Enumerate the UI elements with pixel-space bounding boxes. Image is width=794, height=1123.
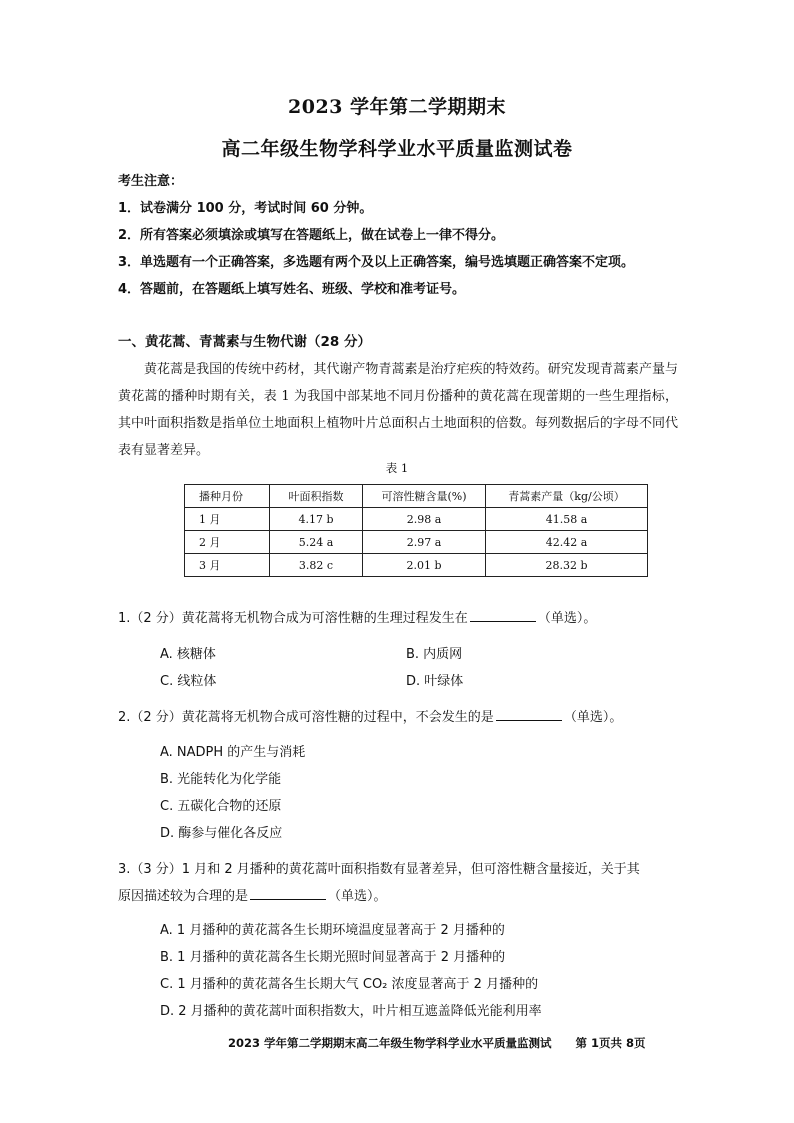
- section-heading: 一、黄花蒿、青蒿素与生物代谢（28 分）: [118, 334, 371, 350]
- notice-item: 2．所有答案必须填涂或填写在答题纸上，做在试卷上一律不得分。: [118, 228, 505, 243]
- table-cell: 4.17 b: [270, 508, 363, 531]
- table-caption: 表 1: [385, 461, 409, 475]
- exam-title-line1: 2023 学年第二学期期末: [288, 96, 506, 118]
- question-3-text: 原因描述较为合理的是: [118, 889, 249, 904]
- notice-heading: 考生注意：: [118, 174, 184, 189]
- intro-paragraph: 黄花蒿是我国的传统中药材，其代谢产物青蒿素是治疗疟疾的特效药。研究发现青蒿素产量与黄花蒿的播种时期有关，表 1 为我国中部某地不同月份播种的黄花蒿在现蕾期的一些生理指标，其中叶面积指数是指单位土地面积上植物叶片总面积占土地面积的倍数。每列数据后的字母不同代表有显著差异。: [118, 362, 678, 458]
- question-2-stem: [118, 706, 622, 725]
- q3-option-b: B. 1 月播种的黄花蒿各生长期光照时间显著高于 2 月播种的: [160, 950, 506, 965]
- table-cell: 2 月: [185, 531, 270, 554]
- question-2-text: 2.（2 分）黄花蒿将无机物合成可溶性糖的过程中，不会发生的是: [118, 710, 494, 725]
- question-3-suffix: （单选）。: [328, 889, 387, 904]
- notice-item: 1．试卷满分 100 分，考试时间 60 分钟。: [118, 201, 373, 216]
- table-header: 可溶性糖含量(%): [363, 485, 486, 508]
- q1-option-b: B. 内质网: [406, 647, 463, 662]
- table-cell: 2.01 b: [363, 554, 486, 577]
- section-intro: [118, 356, 678, 464]
- question-1-text: 1.（2 分）黄花蒿将无机物合成为可溶性糖的生理过程发生在: [118, 611, 468, 626]
- q1-option-d: D. 叶绿体: [406, 674, 464, 689]
- answer-blank: [250, 887, 326, 900]
- footer-title: 2023 学年第二学期期末高二年级生物学科学业水平质量监测试: [228, 1036, 552, 1050]
- table-row: [185, 531, 648, 554]
- question-3-line2: [118, 883, 678, 910]
- q2-option-a: A. NADPH 的产生与消耗: [160, 745, 306, 760]
- notice-item: 3．单选题有一个正确答案，多选题有两个及以上正确答案，编号选填题正确答案不定项。: [118, 255, 635, 270]
- table-header: 播种月份: [185, 485, 270, 508]
- answer-blank: [496, 708, 562, 721]
- q3-option-d: D. 2 月播种的黄花蒿叶面积指数大，叶片相互遮盖降低光能利用率: [160, 1004, 542, 1019]
- page-number: 第 1页共 8页: [575, 1036, 646, 1050]
- notice-item: 4．答题前，在答题纸上填写姓名、班级、学校和准考证号。: [118, 282, 466, 297]
- table-header: 叶面积指数: [270, 485, 363, 508]
- data-table: [184, 484, 648, 577]
- q1-option-a: A. 核糖体: [160, 647, 216, 662]
- table-header: 青蒿素产量（kg/公顷）: [486, 485, 648, 508]
- question-1-stem: [118, 607, 596, 626]
- table-cell: 2.97 a: [363, 531, 486, 554]
- table-cell: 28.32 b: [486, 554, 648, 577]
- table-cell: 3.82 c: [270, 554, 363, 577]
- q2-option-b: B. 光能转化为化学能: [160, 772, 282, 787]
- table-cell: 3 月: [185, 554, 270, 577]
- table-cell: 1 月: [185, 508, 270, 531]
- question-2-suffix: （单选）。: [563, 710, 623, 725]
- candidate-notice: [118, 172, 678, 307]
- table-cell: 42.42 a: [486, 531, 648, 554]
- table-header-row: [185, 485, 648, 508]
- question-3-stem: [118, 856, 678, 910]
- question-3-line1: 3.（3 分）1 月和 2 月播种的黄花蒿叶面积指数有显著差异，但可溶性糖含量接近，关于其: [118, 862, 640, 877]
- q2-option-c: C. 五碳化合物的还原: [160, 799, 282, 814]
- question-1-suffix: （单选）。: [537, 611, 597, 626]
- q2-option-d: D. 酶参与催化各反应: [160, 826, 283, 841]
- exam-title-line2: 高二年级生物学科学业水平质量监测试卷: [221, 138, 573, 160]
- table-cell: 5.24 a: [270, 531, 363, 554]
- q3-option-a: A. 1 月播种的黄花蒿各生长期环境温度显著高于 2 月播种的: [160, 923, 505, 938]
- page-footer: [228, 1035, 646, 1051]
- table-row: [185, 554, 648, 577]
- q3-option-c: C. 1 月播种的黄花蒿各生长期大气 CO₂ 浓度显著高于 2 月播种的: [160, 977, 539, 992]
- q1-option-c: C. 线粒体: [160, 674, 217, 689]
- table-row: [185, 508, 648, 531]
- table-cell: 2.98 a: [363, 508, 486, 531]
- answer-blank: [470, 609, 536, 622]
- table-cell: 41.58 a: [486, 508, 648, 531]
